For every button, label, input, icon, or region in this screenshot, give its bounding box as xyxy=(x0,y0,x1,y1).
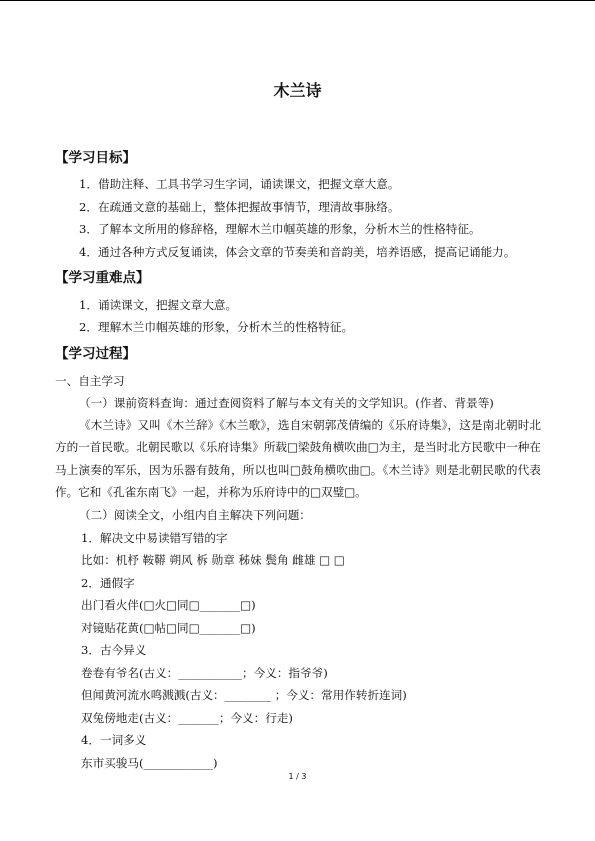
question-3-item: 双兔傍地走(古义：_______；今义：行走) xyxy=(81,711,293,725)
objective-item: 3．了解本文所用的修辞格，理解木兰巾帼英雄的形象，分析木兰的性格特征。 xyxy=(79,222,481,236)
background-paragraph: 《木兰诗》又叫《木兰辞》《木兰歌》，选自宋朝郭茂倩编的《乐府诗集》，这是南北朝时北方的一首民歌。北朝民歌以《乐府诗集》所载□梁鼓角横吹曲□为主，是当时北方民歌中一种在马上演奏的军乐，因为乐器有鼓角，所以也叫□鼓角横吹曲□。《木兰诗》则是北朝民歌的代表作。它和《孔雀东南飞》一起，并称为乐府诗中的□双璧□。 xyxy=(55,418,541,499)
question-4-item: 东市买骏马(____________) xyxy=(81,756,218,770)
question-3: 3．古今异义 xyxy=(81,643,147,657)
objective-item: 4．通过各种方式反复诵读，体会文章的节奏美和音韵美，培养语感，提高记诵能力。 xyxy=(79,245,516,259)
objective-item: 1．借助注释、工具书学习生字词，诵读课文，把握文章大意。 xyxy=(79,177,400,191)
process-heading: 【学习过程】 xyxy=(55,346,136,362)
page-number: 1 / 3 xyxy=(288,772,307,781)
question-2: 2．通假字 xyxy=(81,576,135,590)
page-top-border xyxy=(0,0,595,1)
key-point-item: 1．诵读课文，把握文章大意。 xyxy=(79,298,238,312)
question-4: 4．一词多义 xyxy=(81,733,147,747)
key-point-item: 2．理解木兰巾帼英雄的形象，分析木兰的性格特征。 xyxy=(79,320,354,334)
part-1-label: 一、自主学习 xyxy=(55,374,125,388)
objectives-heading: 【学习目标】 xyxy=(55,150,136,166)
question-2-item: 出门看火伴(□火□同□_______□) xyxy=(81,598,256,612)
document-title: 木兰诗 xyxy=(273,81,322,100)
question-1-example: 比如：机杼 鞍鞯 朔风 柝 勋章 秭妹 鬓角 雌雄 □ □ xyxy=(81,553,345,567)
question-2-item: 对镜贴花黄(□帖□同□_______□) xyxy=(81,621,256,635)
question-3-item: 卷卷有爷名(古义：___________；今义：指爷爷) xyxy=(81,666,328,680)
sub-2-label: （二）阅读全文，小组内自主解决下列问题： xyxy=(79,508,311,522)
sub-1-label: （一）课前资料查询：通过查阅资料了解与本文有关的文学知识。(作者、背景等) xyxy=(79,396,494,410)
question-1: 1．解决文中易读错写错的字 xyxy=(81,531,228,545)
key-points-heading: 【学习重难点】 xyxy=(55,270,150,286)
question-3-item: 但闻黄河流水鸣溅溅(古义：________ ；今义：常用作转折连词) xyxy=(81,688,407,702)
objective-item: 2．在疏通文意的基础上，整体把握故事情节，理清故事脉络。 xyxy=(79,200,400,214)
